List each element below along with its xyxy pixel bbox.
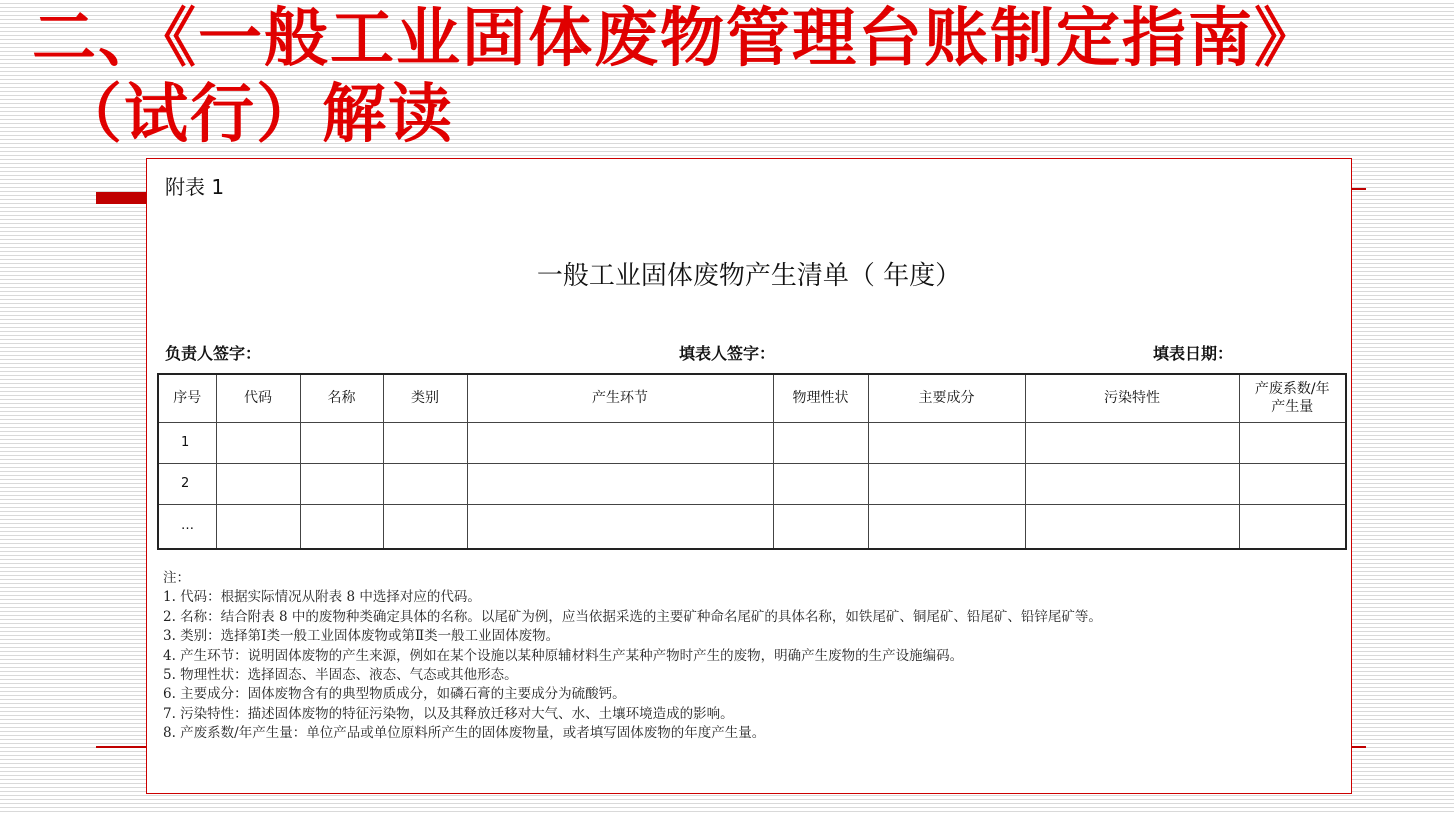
slide-title-line-1: 二、《一般工业固体废物管理台账制定指南》: [32, 1, 1320, 76]
document-title: 一般工业固体废物产生清单（ 年度）: [536, 261, 962, 291]
slide-title-line-2: （试行）解读: [58, 77, 454, 152]
note-line: 5. 物理性状：选择固态、半固态、液态、气态或其他形态。: [163, 666, 518, 683]
appendix-label: 附表 1: [165, 175, 225, 199]
table-cell: [1239, 422, 1346, 463]
table-cell: [773, 504, 868, 549]
table-cell: [773, 463, 868, 504]
responsible-signature-label: 负责人签字：: [165, 344, 262, 363]
header-cell: 代码: [216, 374, 300, 422]
row-index: …: [158, 504, 216, 549]
row-index: 1: [158, 422, 216, 463]
table-cell: [216, 422, 300, 463]
table-cell: [1025, 422, 1239, 463]
table-cell: [383, 463, 467, 504]
waste-inventory-table: [157, 373, 1347, 550]
table-cell: [467, 463, 773, 504]
table-cell: [1025, 504, 1239, 549]
note-line: 1. 代码：根据实际情况从附表 8 中选择对应的代码。: [163, 589, 481, 606]
header-cell: 名称: [300, 374, 383, 422]
note-line: 7. 污染特性：描述固体废物的特征污染物，以及其释放迁移对大气、水、土壤环境造成的影响。: [163, 705, 734, 722]
header-cell: 产生环节: [467, 374, 773, 422]
note-line: 3. 类别：选择第Ⅰ类一般工业固体废物或第Ⅱ类一般工业固体废物。: [163, 628, 560, 645]
table-row: [158, 422, 1346, 463]
note-line: 6. 主要成分：固体废物含有的典型物质成分，如磷石膏的主要成分为硫酸钙。: [163, 686, 626, 703]
table-cell: [868, 463, 1025, 504]
table-cell: [300, 463, 383, 504]
table-cell: [868, 422, 1025, 463]
note-line: 4. 产生环节：说明固体废物的产生来源，例如在某个设施以某种原辅材料生产某种产物时产生的废物，明确产生废物的生产设施编码。: [163, 647, 964, 664]
table-cell: [1239, 463, 1346, 504]
table-cell: [300, 504, 383, 549]
table-header-row: [158, 374, 1346, 422]
fill-date-label: 填表日期：: [1153, 344, 1234, 363]
table-cell: [300, 422, 383, 463]
decorative-line-bottom-left: [96, 746, 148, 748]
table-cell: [216, 463, 300, 504]
table-cell: [383, 504, 467, 549]
header-cell: 污染特性: [1025, 374, 1239, 422]
header-cell: 主要成分: [868, 374, 1025, 422]
header-cell: 物理性状: [773, 374, 868, 422]
note-line: 8. 产废系数/年产生量：单位产品或单位原料所产生的固体废物量，或者填写固体废物的年度产生量。: [163, 725, 766, 742]
table-cell: [868, 504, 1025, 549]
table-row: [158, 504, 1346, 549]
table-cell: [1025, 463, 1239, 504]
table-cell: [216, 504, 300, 549]
notes-title: 注：: [163, 570, 190, 586]
decorative-bar-top: [96, 192, 148, 204]
table-row: [158, 463, 1346, 504]
header-cell: 类别: [383, 374, 467, 422]
header-cell: 产废系数/年产生量: [1239, 374, 1346, 422]
table-cell: [383, 422, 467, 463]
header-cell: 序号: [158, 374, 216, 422]
decorative-line-top-right: [1352, 188, 1366, 190]
note-line: 2. 名称：结合附表 8 中的废物种类确定具体的名称。以尾矿为例，应当依据采选的主要矿种命名尾矿的具体名称，如铁尾矿、铜尾矿、铅尾矿、铅锌尾矿等。: [163, 608, 1102, 625]
document-image: [146, 158, 1352, 794]
row-index: 2: [158, 463, 216, 504]
table-cell: [773, 422, 868, 463]
table-cell: [1239, 504, 1346, 549]
table-cell: [467, 422, 773, 463]
table-cell: [467, 504, 773, 549]
decorative-line-bottom-right: [1352, 746, 1366, 748]
notes-section: [163, 569, 1102, 744]
filler-signature-label: 填表人签字：: [679, 344, 776, 363]
